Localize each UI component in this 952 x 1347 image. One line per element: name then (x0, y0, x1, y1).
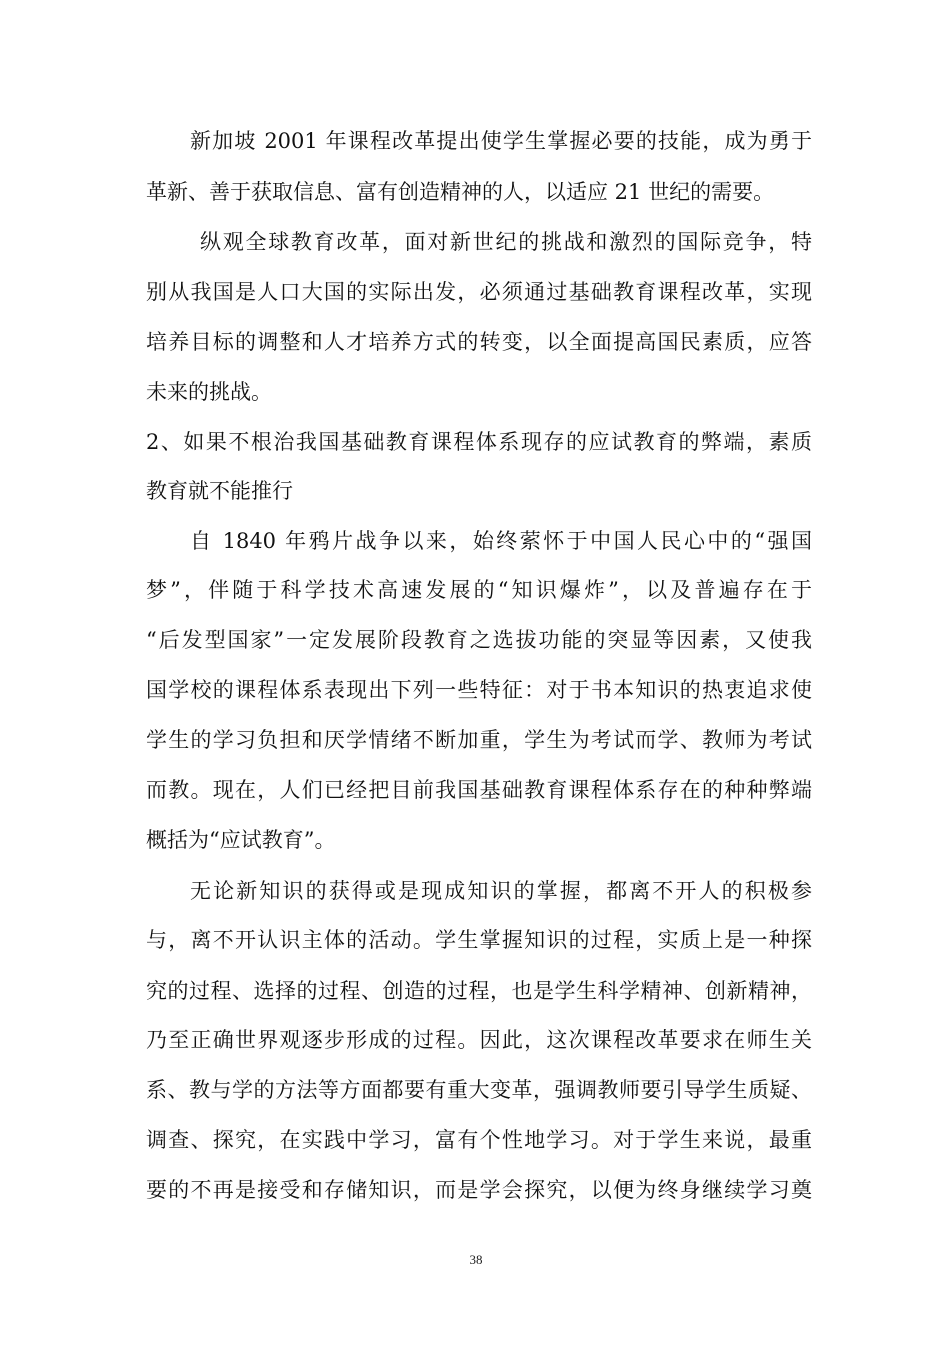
text-line: 新加坡 2001 年课程改革提出使学生掌握必要的技能，成为勇于 (190, 129, 812, 153)
text-line: “后发型国家”一定发展阶段教育之选拔功能的突显等因素，又使我 (146, 628, 812, 652)
text-line: 未来的挑战。 (146, 380, 272, 404)
text-line: 要的不再是接受和存储知识，而是学会探究，以便为终身继续学习奠 (146, 1178, 812, 1202)
text-line: 与，离不开认识主体的活动。学生掌握知识的过程，实质上是一种探 (146, 928, 812, 952)
text-line: 学生的学习负担和厌学情绪不断加重，学生为考试而学、教师为考试 (146, 728, 812, 752)
text-line: 调查、探究，在实践中学习，富有个性地学习。对于学生来说，最重 (146, 1128, 812, 1152)
text-line: 无论新知识的获得或是现成知识的掌握，都离不开人的积极参 (190, 879, 812, 903)
text-line: 究的过程、选择的过程、创造的过程，也是学生科学精神、创新精神， (146, 979, 812, 1003)
text-line: 教育就不能推行 (146, 479, 293, 503)
page-number: 38 (469, 1252, 483, 1267)
text-line: 系、教与学的方法等方面都要有重大变革，强调教师要引导学生质疑、 (146, 1078, 812, 1102)
text-line: 别从我国是人口大国的实际出发，必须通过基础教育课程改革，实现 (146, 280, 812, 304)
text-line: 概括为“应试教育”。 (146, 828, 336, 852)
text-line: 自 1840 年鸦片战争以来，始终萦怀于中国人民心中的“强国 (190, 529, 812, 553)
text-line: 乃至正确世界观逐步形成的过程。因此，这次课程改革要求在师生关 (146, 1028, 812, 1052)
text-line: 2、如果不根治我国基础教育课程体系现存的应试教育的弊端，素质 (146, 430, 812, 454)
text-line: 培养目标的调整和人才培养方式的转变，以全面提高国民素质，应答 (146, 330, 812, 354)
text-line: 梦”，伴随于科学技术高速发展的“知识爆炸”，以及普遍存在于 (146, 578, 812, 602)
text-line: 纵观全球教育改革，面对新世纪的挑战和激烈的国际竞争，特 (200, 230, 812, 254)
text-line: 国学校的课程体系表现出下列一些特征：对于书本知识的热衷追求使 (146, 678, 812, 702)
text-line: 而教。现在，人们已经把目前我国基础教育课程体系存在的种种弊端 (146, 778, 812, 802)
text-line: 革新、善于获取信息、富有创造精神的人，以适应 21 世纪的需要。 (146, 180, 775, 204)
